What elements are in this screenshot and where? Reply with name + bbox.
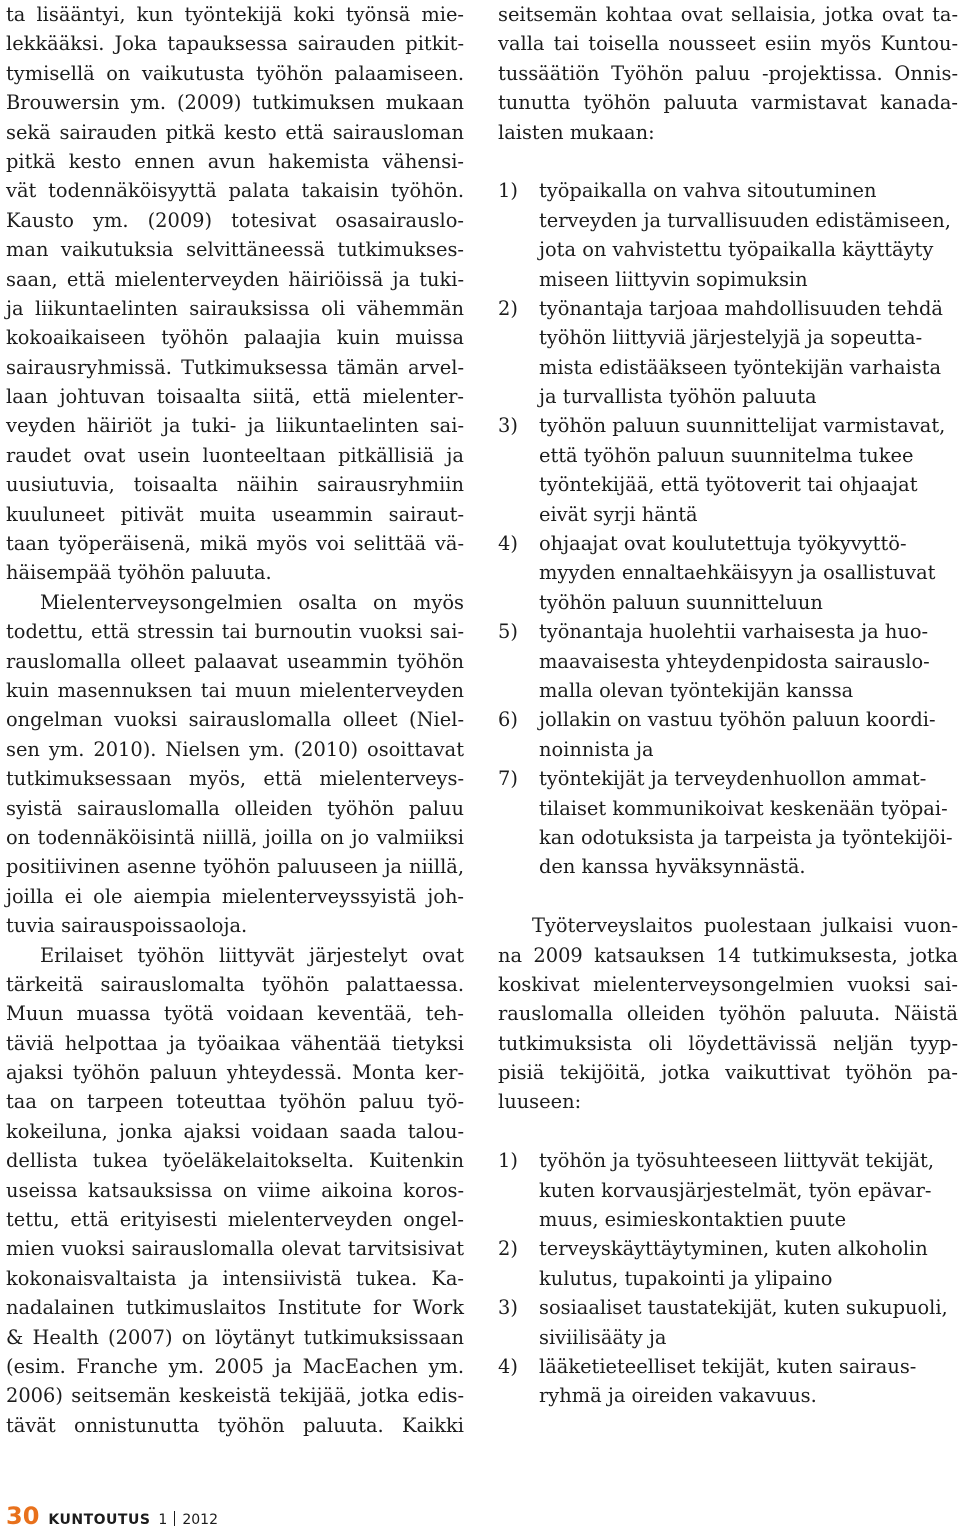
text-line: on todennäköisintä niillä, joilla on jo valmiiksi <box>6 825 464 849</box>
list-number: 4) <box>498 1354 518 1378</box>
text-line: taa on tarpeen toteuttaa työhön paluu työ- <box>6 1090 464 1114</box>
text-line: kokoaikaiseen työhön palaajia kuin muissa <box>6 326 464 350</box>
list-item-line: kulutus, tupakointi ja ylipaino <box>539 1266 833 1290</box>
list-item-line: tilaiset kommunikoivat keskenään työpai- <box>539 796 948 820</box>
text-line: rauslomalla olleiden työhön paluuta. Näistä <box>498 1002 958 1026</box>
text-line: vät todennäköisyyttä palata takaisin työhön. <box>6 179 464 203</box>
text-line: nadalainen tutkimuslaitos Institute for Work <box>6 1296 464 1320</box>
list-item-line: työntekijät ja terveydenhuollon ammat- <box>539 767 927 791</box>
text-line: kuin masennuksen tai muun mielenterveyden <box>6 678 464 702</box>
list-item <box>498 617 958 705</box>
list-item-line: terveyden ja turvallisuuden edistämiseen, <box>539 208 951 232</box>
text-line: koskivat mielenterveysongelmien vuoksi sai- <box>498 972 958 996</box>
text-line: pitkä kesto ennen avun hakemista vähensi- <box>6 149 464 173</box>
text-line: ta lisääntyi, kun työntekijä koki työnsä mie- <box>6 3 464 26</box>
text-line: taan työperäisenä, mikä myös voi selittää vä- <box>6 532 464 556</box>
page-number: 30 <box>6 1502 40 1530</box>
list-number: 4) <box>498 532 518 556</box>
list-item <box>498 176 958 294</box>
issue-year: 2012 <box>182 1512 218 1528</box>
text-line: kokeiluna, jonka ajaksi voidaan saada talou- <box>6 1119 464 1143</box>
list-number: 1) <box>498 179 518 203</box>
left-text-column <box>6 0 464 1440</box>
text-line: kuuluneet pitivät muita useammin sairaut- <box>6 502 464 526</box>
list-item-line: työnantaja huolehtii varhaisesta ja huo- <box>539 620 929 644</box>
list-item-line: kuten korvausjärjestelmät, työn epävar- <box>539 1178 932 1202</box>
list-item-line: työhön liittyviä järjestelyjä ja sopeutta- <box>539 326 923 350</box>
text-line: ja liikuntaelinten sairauksissa oli vähemmän <box>6 296 464 320</box>
list-item <box>498 1146 958 1234</box>
text-line: todettu, että stressin tai burnoutin vuoksi sai- <box>6 620 464 644</box>
text-line: man vaikutuksia selvittäneessä tutkimukses- <box>6 238 464 262</box>
list-item-line: myyden ennaltaehkäisyyn ja osallistuvat <box>539 561 936 585</box>
list-item <box>498 1293 958 1352</box>
list-item <box>498 1234 958 1293</box>
list-item-line: työhön paluun suunnittelijat varmistavat, <box>539 414 946 438</box>
text-line: sekä sairauden pitkä kesto että sairausloman <box>6 120 464 144</box>
list-item <box>498 705 958 764</box>
list-item-line: kan odotuksista ja tarpeista ja työntekijöi- <box>539 825 953 849</box>
list-item <box>498 411 958 529</box>
text-line: Muun muassa työtä voidaan keventää, teh- <box>6 1002 464 1026</box>
list-item-line: mista edistääkseen työntekijän varhaista <box>539 355 942 379</box>
text-line: useissa katsauksissa on viime aikoina koros- <box>6 1178 464 1202</box>
list-number: 2) <box>498 1237 518 1261</box>
text-line: sairausryhmissä. Tutkimuksessa tämän arvel- <box>6 355 464 379</box>
text-line: sen ym. 2010). Nielsen ym. (2010) osoittavat <box>6 737 464 761</box>
list-item-line: den kanssa hyväksynnästä. <box>539 855 806 879</box>
text-line: dellista tukea työeläkelaitokselta. Kuitenkin <box>6 1149 464 1173</box>
text-line: Erilaiset työhön liittyvät järjestelyt ovat <box>40 943 464 967</box>
list-item-line: että työhön paluun suunnitelma tukee <box>539 443 914 467</box>
list-item-line: lääketieteelliset tekijät, kuten sairaus- <box>539 1354 917 1378</box>
text-line: valla tai toisella nousseet esiin myös Kuntou- <box>498 32 958 56</box>
text-line: laisten mukaan: <box>498 120 655 144</box>
footer-divider <box>174 1511 175 1526</box>
right-text-column <box>498 0 958 1411</box>
magazine-name: KUNTOUTUS <box>48 1512 151 1528</box>
list-item-line: työhön paluun suunnitteluun <box>539 590 823 614</box>
text-line: uusiutuvia, toisaalta näihin sairausryhmiin <box>6 473 464 497</box>
list-item-line: ja turvallista työhön paluuta <box>539 385 817 409</box>
page-footer <box>6 1502 218 1532</box>
text-line: ajaksi työhön paluun yhteydessä. Monta ker- <box>6 1061 464 1085</box>
list-number: 5) <box>498 620 518 644</box>
text-line: veyden häiriöt ja tuki- ja liikuntaelinten sai- <box>6 414 464 438</box>
success-factors-list <box>498 176 958 881</box>
list-number: 6) <box>498 708 518 732</box>
right-second-paragraph <box>498 911 958 1117</box>
text-line: tymisellä on vaikutusta työhön palaamiseen. <box>6 61 464 85</box>
text-line: lekkääksi. Joka tapauksessa sairauden pitkit- <box>6 32 464 56</box>
list-item-line: ryhmä ja oireiden vakavuus. <box>539 1384 817 1408</box>
text-line: laan johtuvan toisaalta siitä, että mielenter- <box>6 385 464 409</box>
list-number: 1) <box>498 1149 518 1173</box>
text-line: kokonaisvaltaista ja intensiivistä tukea. Ka- <box>6 1266 464 1290</box>
text-line: tutkimuksista oli löydettävissä neljän tyyp- <box>498 1031 958 1055</box>
list-item <box>498 294 958 412</box>
list-number: 7) <box>498 767 518 791</box>
text-line: tussäätiön Työhön paluu -projektissa. Onnis- <box>498 61 958 85</box>
list-number: 2) <box>498 296 518 320</box>
issue-number: 1 <box>158 1512 168 1528</box>
list-item-line: siviilisääty ja <box>539 1325 667 1349</box>
list-item-line: jollakin on vastuu työhön paluun koordi- <box>539 708 936 732</box>
text-line: täviä helpottaa ja työaikaa vähentää tietyksi <box>6 1031 464 1055</box>
text-line: tettu, että erityisesti mielenterveyden ongel- <box>6 1208 464 1232</box>
list-item <box>498 529 958 617</box>
list-item-line: sosiaaliset taustatekijät, kuten sukupuoli, <box>539 1296 948 1320</box>
text-line: saan, että mielenterveyden häiriöissä ja tuki- <box>6 267 464 291</box>
list-item-line: työpaikalla on vahva sitoutuminen <box>539 179 877 203</box>
text-line: (esim. Franche ym. 2005 ja MacEachen ym. <box>6 1354 464 1378</box>
list-item-line: noinnista ja <box>539 737 654 761</box>
text-line: mien vuoksi sairauslomalla olevat tarvitsisivat <box>6 1237 464 1261</box>
text-line: Brouwersin ym. (2009) tutkimuksen mukaan <box>6 91 464 115</box>
text-line: pisiä tekijöitä, jotka vaikuttivat työhön pa- <box>498 1061 958 1085</box>
text-line: seitsemän kohtaa ovat sellaisia, jotka ovat ta- <box>498 3 958 26</box>
list-number: 3) <box>498 414 518 438</box>
text-line: tärkeitä sairauslomalta työhön palattaessa. <box>6 972 464 996</box>
list-item <box>498 764 958 882</box>
text-line: raudet ovat usein luonteeltaan pitkällisiä ja <box>6 443 464 467</box>
list-item-line: eivät syrji häntä <box>539 502 698 526</box>
text-line: positiivinen asenne työhön paluuseen ja niillä, <box>6 855 464 879</box>
text-line: tutkimuksessaan myös, että mielenterveys- <box>6 767 464 791</box>
list-item-line: miseen liittyvin sopimuksin <box>539 267 808 291</box>
text-line: 2006) seitsemän keskeistä tekijää, jotka edis- <box>6 1384 464 1408</box>
text-line: tävät onnistunutta työhön paluuta. Kaikki <box>6 1413 464 1437</box>
text-line: häisempää työhön paluuta. <box>6 561 272 585</box>
list-item-line: ohjaajat ovat koulutettuja työkyvyttö- <box>539 532 907 556</box>
text-line: & Health (2007) on löytänyt tutkimuksissaan <box>6 1325 464 1349</box>
text-line: Kausto ym. (2009) totesivat osasairauslo- <box>6 208 464 232</box>
list-item-line: työntekijää, että työtoverit tai ohjaajat <box>539 473 918 497</box>
right-intro-paragraph <box>498 0 958 147</box>
text-line: Mielenterveysongelmien osalta on myös <box>40 590 464 614</box>
list-item-line: työnantaja tarjoaa mahdollisuuden tehdä <box>539 296 943 320</box>
list-item-line: jota on vahvistettu työpaikalla käyttäyty <box>539 238 934 262</box>
list-item-line: malla olevan työntekijän kanssa <box>539 678 854 702</box>
list-item-line: terveyskäyttäytyminen, kuten alkoholin <box>539 1237 928 1261</box>
text-line: tuvia sairauspoissaoloja. <box>6 914 248 938</box>
factor-types-list <box>498 1146 958 1411</box>
text-line: joilla ei ole aiempia mielenterveyssyistä joh- <box>6 884 464 908</box>
text-line: na 2009 katsauksen 14 tutkimuksesta, jotka <box>498 943 958 967</box>
list-item-line: muus, esimieskontaktien puute <box>539 1208 847 1232</box>
list-number: 3) <box>498 1296 518 1320</box>
list-item-line: maavaisesta yhteydenpidosta sairauslo- <box>539 649 930 673</box>
text-line: syistä sairauslomalla olleiden työhön paluu <box>6 796 464 820</box>
text-line: rauslomalla olleet palaavat useammin työhön <box>6 649 464 673</box>
text-line: luuseen: <box>498 1090 582 1114</box>
list-item <box>498 1352 958 1411</box>
text-line: tunutta työhön paluuta varmistavat kanada- <box>498 91 958 115</box>
text-line: ongelman vuoksi sairauslomalla olleet (Niel- <box>6 708 464 732</box>
text-line: Työterveyslaitos puolestaan julkaisi vuon- <box>532 914 958 938</box>
list-item-line: työhön ja työsuhteeseen liittyvät tekijät, <box>539 1149 934 1173</box>
